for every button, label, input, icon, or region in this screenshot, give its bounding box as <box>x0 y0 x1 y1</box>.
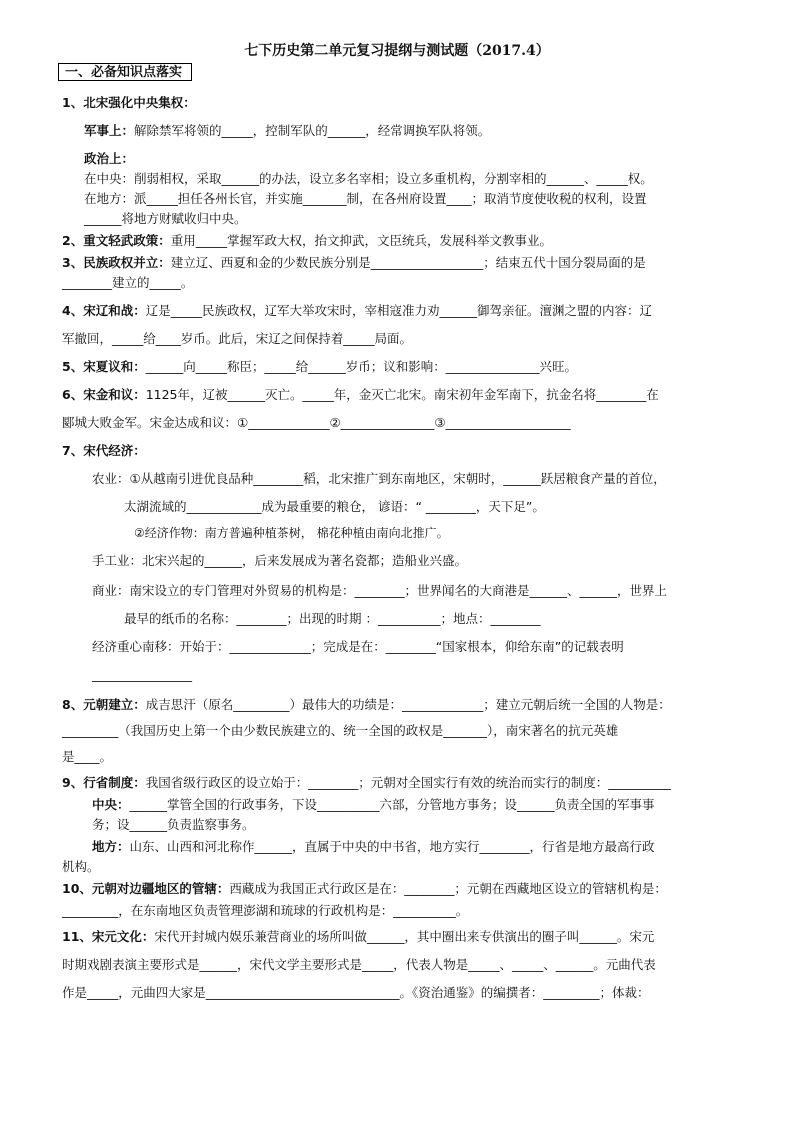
item-7-agriculture-cont: 太湖流域的____________成为最重要的粮仓， 谚语：“ ________，天下足”。 <box>124 499 545 514</box>
item-8-line: 8、元朝建立：成吉思汗（原名_________）最伟大的功绩是：_____________；建立元朝后统一全国的人物是： <box>62 697 671 712</box>
item-6-line: 6、宋金和议：1125年，辽被______灭亡。_____年，金灭亡北宋。南宋初年金军南下，抗金名将________在 <box>62 387 659 402</box>
item-1-local-cont: ______将地方财赋收归中央。 <box>84 211 247 226</box>
item-7-cash-crops: ②经济作物：南方普遍种植茶树， 棉花种植由南向北推广。 <box>134 526 449 540</box>
item-7-economic-shift-cont: ________________ <box>92 667 192 682</box>
section-heading: 一、必备知识点落实 <box>58 63 192 81</box>
item-2-line: 2、重文轻武政策：重用_____掌握军政大权，抬文抑武，文臣统兵，发展科举文教事业。 <box>62 233 552 248</box>
item-4-line: 4、宋辽和战：辽是_____民族政权，辽军大举攻宋时，宰相寇准力劝______御驾亲征。澶渊之盟的内容：辽 <box>62 303 652 318</box>
item-7-line: 7、宋代经济： <box>62 443 146 458</box>
item-11-line-cont: 时期戏剧表演主要形式是______，宋代文学主要形式是_____，代表人物是_____、_____、______。元曲代表 <box>62 957 656 972</box>
item-1-central: 在中央：削弱相权，采取______的办法，设立多名宰相；设立多重机构，分割宰相的______、_____权。 <box>84 171 653 186</box>
item-9-central: 中央：______掌管全国的行政事务，下设__________六部，分管地方事务；设______负责全国的军事事 <box>92 797 655 812</box>
item-9-local-cont: 机构。 <box>62 859 100 874</box>
page-title: 七下历史第二单元复习提纲与测试题（2017.4） <box>244 43 550 59</box>
item-7-handicraft: 手工业：北宋兴起的______，后来发展成为著名瓷都；造船业兴盛。 <box>92 553 468 568</box>
item-1-line <box>62 94 196 112</box>
item-3-line: 3、民族政权并立：建立辽、西夏和金的少数民族分别是__________________；结束五代十国分裂局面的是 <box>62 255 646 270</box>
item-6-line-cont: 郾城大败金军。宋金达成和议：①_____________②_______________③____________________ <box>62 415 571 430</box>
item-10-line-cont: _________，在东南地区负责管理澎湖和琉球的行政机构是：__________。 <box>62 903 469 918</box>
item-11-line: 11、宋元文化：宋代开封城内娱乐兼营商业的场所叫做______，其中圈出来专供演出的圈子叫______。宋元 <box>62 929 655 944</box>
item-9-line: 9、行省制度：我国省级行政区的设立始于：________；元朝对全国实行有效的统治而实行的制度：__________ <box>62 775 671 790</box>
item-1-heading: 1、北宋强化中央集权： <box>62 95 196 110</box>
item-4-line-cont: 军撤回，_____给____岁币。此后，宋辽之间保持着_____局面。 <box>62 331 413 346</box>
item-9-central-cont: 务；设______负责监察事务。 <box>92 817 255 832</box>
item-1-local: 在地方：派_____担任各州长官，并实施_______制，在各州府设置____；取消节度使收税的权利，设置 <box>84 191 647 206</box>
item-5-line: 5、宋夏议和：______向_____称臣；_____给______岁币；议和影响：_______________兴旺。 <box>62 359 577 374</box>
item-10-line: 10、元朝对边疆地区的管辖：西藏成为我国正式行政区是在：________；元朝在西藏地区设立的管辖机构是： <box>62 881 667 896</box>
item-1-politics-heading: 政治上： <box>84 151 135 166</box>
item-7-agriculture: 农业：①从越南引进优良品种________稻，北宋推广到东南地区，宋朝时，______跃居粮食产量的首位， <box>92 471 666 486</box>
item-8-line-end: 是____。 <box>62 749 113 764</box>
item-9-local: 地方：山东、山西和河北称作______，直属于中央的中书省，地方实行________，行省是地方最高行政 <box>92 839 655 854</box>
item-11-line-end: 作是_____，元曲四大家是_______________________________。《资治通鉴》的编撰者：_________；体裁： <box>62 985 650 1000</box>
item-7-commerce-cont: 最早的纸币的名称：________；出现的时期 ：__________；地点：________ <box>124 611 541 626</box>
item-3-line-cont: ________建立的_____。 <box>62 275 194 290</box>
item-1-military: 军事上：解除禁军将领的_____，控制军队的______，经常调换军队将领。 <box>84 123 491 138</box>
item-7-commerce: 商业：南宋设立的专门管理对外贸易的机构是：________；世界闻名的大商港是______、______，世界上 <box>92 583 668 598</box>
item-7-economic-shift: 经济重心南移：开始于：_____________；完成是在：________“国家根本，仰给东南”的记载表明 <box>92 639 624 654</box>
item-8-line-cont: _________（我国历史上第一个由少数民族建立的、统一全国的政权是_______），南宋著名的抗元英雄 <box>62 723 619 738</box>
